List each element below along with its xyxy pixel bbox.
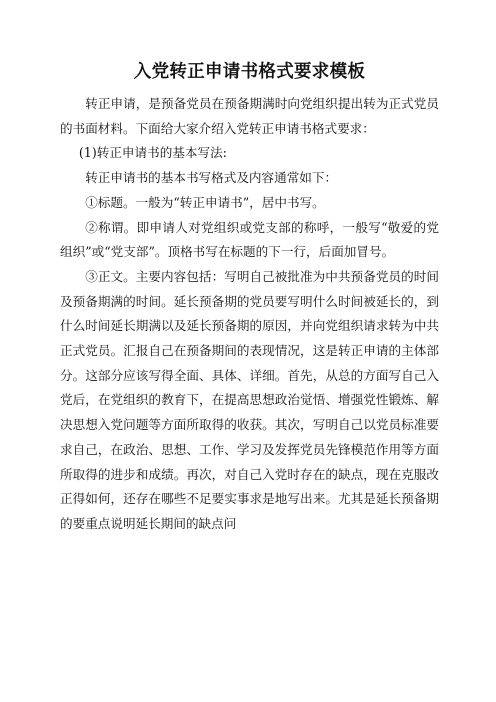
item-title-paragraph: ①标题。一般为“转正申请书”，居中书写。: [85, 194, 325, 210]
item-body-paragraph: ③正文。主要内容包括：写明自己被批准为中共预备党员的时间及预备期满的时间。延长预备期的党员要写明什么时间被延长的，到什么时间延长期满以及延长预备期的原因，并向党组织请求转为中共正式党员。汇报自己在预备期间的表现情况，这是转正申请的主体部分。这部分应该写得全面、具体、详细。首先，从总的方面写自己入党后，在党组织的教育下，在提高思想政治觉悟、增强党性锻炼、解决思想入党问题等方面所取得的收获。其次，写明自己以党员标准要求自己，在政治、思想、工作、学习及发挥党员先锋模范作用等方面所取得的进步和成绩。再次，对自己入党时存在的缺点，现在克服改正得如何，还存在哪些不足要实事求是地写出来。尤其是延长预备期的要重点说明延长期间的缺点问: [60, 268, 439, 531]
intro-paragraph: 转正申请，是预备党员在预备期满时向党组织提出转为正式党员的书面材料。下面给大家介绍入党转正申请书格式要求：: [60, 96, 439, 136]
section-heading-basic-format: (1)转正申请书的基本写法:: [78, 145, 227, 161]
item-salutation-paragraph: ②称谓。即申请人对党组织或党支部的称呼，一般写“敬爱的党组织”或“党支部”。顶格书写在标题的下一行，后面加冒号。: [60, 219, 439, 260]
format-overview-paragraph: 转正申请书的基本书写格式及内容通常如下：: [85, 170, 338, 186]
document-page: [60, 60, 439, 537]
document-title: 入党转正申请书格式要求模板: [133, 62, 366, 82]
